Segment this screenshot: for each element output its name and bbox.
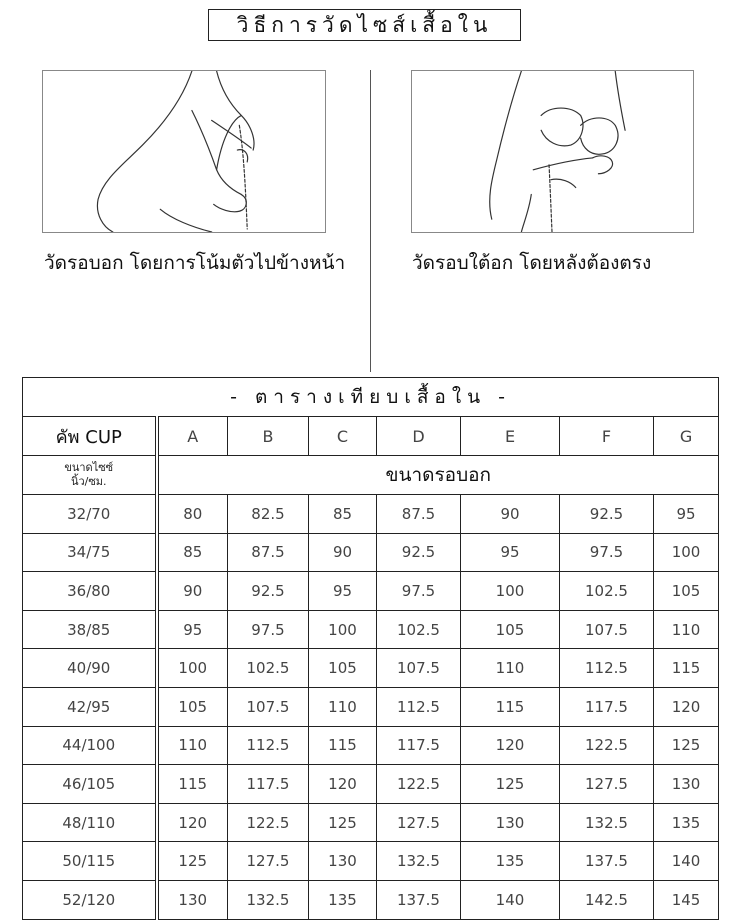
row-size-cell: 48/110 (23, 803, 157, 842)
vertical-divider (370, 70, 371, 372)
bust-value-cell: 100 (157, 649, 228, 688)
cup-header-g: G (654, 417, 719, 456)
table-row (23, 649, 719, 688)
bust-value-cell: 132.5 (560, 803, 654, 842)
bust-value-cell: 132.5 (228, 880, 309, 919)
bust-value-cell: 135 (309, 880, 377, 919)
bust-value-cell: 130 (461, 803, 560, 842)
row-size-cell: 40/90 (23, 649, 157, 688)
bust-value-cell: 97.5 (560, 533, 654, 572)
bust-value-cell: 100 (309, 610, 377, 649)
bust-value-cell: 135 (654, 803, 719, 842)
bust-value-cell: 130 (157, 880, 228, 919)
bust-value-cell: 137.5 (560, 842, 654, 881)
bust-value-cell: 107.5 (377, 649, 461, 688)
cup-header-c: C (309, 417, 377, 456)
row-size-cell: 38/85 (23, 610, 157, 649)
bust-value-cell: 125 (654, 726, 719, 765)
cup-header-a: A (157, 417, 228, 456)
bust-value-cell: 127.5 (228, 842, 309, 881)
bust-value-cell: 122.5 (560, 726, 654, 765)
bust-value-cell: 90 (461, 495, 560, 534)
bust-value-cell: 105 (157, 687, 228, 726)
bust-value-cell: 127.5 (560, 765, 654, 804)
bust-value-cell: 92.5 (560, 495, 654, 534)
bust-value-cell: 97.5 (377, 572, 461, 611)
bust-value-cell: 115 (157, 765, 228, 804)
cup-header-row (23, 417, 719, 456)
cup-header-b: B (228, 417, 309, 456)
table-row (23, 495, 719, 534)
bust-value-cell: 87.5 (377, 495, 461, 534)
bust-value-cell: 115 (654, 649, 719, 688)
bust-value-cell: 142.5 (560, 880, 654, 919)
bra-size-table (22, 377, 719, 920)
row-size-cell: 42/95 (23, 687, 157, 726)
bust-value-cell: 112.5 (377, 687, 461, 726)
leaning-figure-drawing (43, 71, 325, 232)
bust-value-cell: 122.5 (377, 765, 461, 804)
bust-value-cell: 102.5 (228, 649, 309, 688)
bust-value-cell: 95 (461, 533, 560, 572)
table-row (23, 610, 719, 649)
bust-value-cell: 95 (309, 572, 377, 611)
bust-value-cell: 85 (157, 533, 228, 572)
table-row (23, 803, 719, 842)
size-label-line2: นิ้ว/ซม. (70, 475, 107, 488)
size-label (23, 456, 157, 495)
bust-label: ขนาดรอบอก (157, 456, 719, 495)
bust-value-cell: 120 (654, 687, 719, 726)
bust-value-cell: 105 (654, 572, 719, 611)
underbust-measure-caption: วัดรอบใต้อก โดยหลังต้องตรง (412, 252, 652, 274)
bust-value-cell: 102.5 (560, 572, 654, 611)
subheader-row (23, 456, 719, 495)
table-row (23, 572, 719, 611)
bust-value-cell: 125 (309, 803, 377, 842)
bust-value-cell: 110 (461, 649, 560, 688)
bust-value-cell: 80 (157, 495, 228, 534)
table-row (23, 726, 719, 765)
cup-header-f: F (560, 417, 654, 456)
bust-value-cell: 105 (309, 649, 377, 688)
table-row (23, 765, 719, 804)
table-title: - ตารางเทียบเสื้อใน - (23, 378, 719, 417)
bust-value-cell: 110 (654, 610, 719, 649)
bust-value-cell: 90 (157, 572, 228, 611)
bust-value-cell: 100 (654, 533, 719, 572)
table-row (23, 533, 719, 572)
bust-value-cell: 117.5 (560, 687, 654, 726)
bust-value-cell: 120 (461, 726, 560, 765)
row-size-cell: 32/70 (23, 495, 157, 534)
bust-value-cell: 112.5 (228, 726, 309, 765)
bust-value-cell: 137.5 (377, 880, 461, 919)
page-title: วิธีการวัดไซส์เสื้อใน (208, 9, 521, 41)
bust-value-cell: 125 (461, 765, 560, 804)
bust-value-cell: 122.5 (228, 803, 309, 842)
bust-value-cell: 145 (654, 880, 719, 919)
bust-value-cell: 107.5 (228, 687, 309, 726)
bust-value-cell: 125 (157, 842, 228, 881)
size-label-line1: ขนาดไซซ์ (64, 461, 114, 474)
bust-value-cell: 92.5 (377, 533, 461, 572)
bust-value-cell: 130 (309, 842, 377, 881)
bust-value-cell: 140 (654, 842, 719, 881)
table-row (23, 687, 719, 726)
bust-value-cell: 130 (654, 765, 719, 804)
row-size-cell: 52/120 (23, 880, 157, 919)
bust-value-cell: 127.5 (377, 803, 461, 842)
bust-value-cell: 90 (309, 533, 377, 572)
bust-value-cell: 87.5 (228, 533, 309, 572)
bust-value-cell: 100 (461, 572, 560, 611)
cup-label: คัพ CUP (23, 417, 157, 456)
bust-value-cell: 117.5 (228, 765, 309, 804)
row-size-cell: 44/100 (23, 726, 157, 765)
bust-value-cell: 120 (157, 803, 228, 842)
cup-header-e: E (461, 417, 560, 456)
bust-value-cell: 107.5 (560, 610, 654, 649)
bust-value-cell: 120 (309, 765, 377, 804)
bust-measure-caption: วัดรอบอก โดยการโน้มตัวไปข้างหน้า (44, 252, 346, 274)
bust-value-cell: 117.5 (377, 726, 461, 765)
bust-value-cell: 92.5 (228, 572, 309, 611)
bust-value-cell: 95 (157, 610, 228, 649)
bust-value-cell: 82.5 (228, 495, 309, 534)
bust-value-cell: 85 (309, 495, 377, 534)
cup-header-d: D (377, 417, 461, 456)
bust-value-cell: 110 (309, 687, 377, 726)
bust-value-cell: 112.5 (560, 649, 654, 688)
bust-value-cell: 95 (654, 495, 719, 534)
row-size-cell: 46/105 (23, 765, 157, 804)
bust-value-cell: 97.5 (228, 610, 309, 649)
upright-figure-drawing (412, 71, 693, 232)
table-row (23, 842, 719, 881)
row-size-cell: 50/115 (23, 842, 157, 881)
row-size-cell: 36/80 (23, 572, 157, 611)
bust-value-cell: 135 (461, 842, 560, 881)
bust-measure-illustration (42, 70, 326, 233)
bust-value-cell: 132.5 (377, 842, 461, 881)
bust-value-cell: 110 (157, 726, 228, 765)
bust-value-cell: 115 (309, 726, 377, 765)
underbust-measure-illustration (411, 70, 694, 233)
bust-value-cell: 115 (461, 687, 560, 726)
bust-value-cell: 102.5 (377, 610, 461, 649)
bust-value-cell: 105 (461, 610, 560, 649)
table-row (23, 880, 719, 919)
row-size-cell: 34/75 (23, 533, 157, 572)
bust-value-cell: 140 (461, 880, 560, 919)
